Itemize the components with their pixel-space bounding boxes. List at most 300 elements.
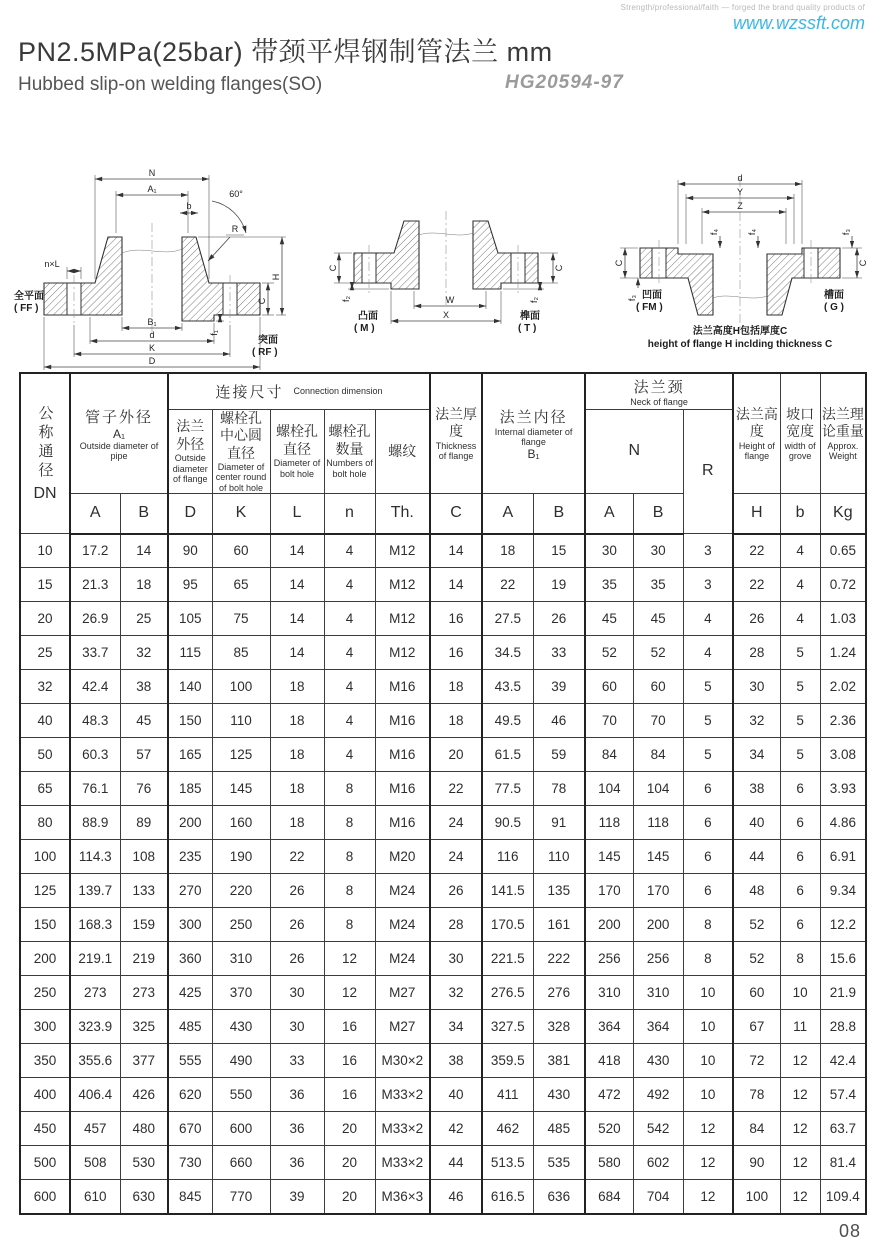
table-cell: 370 (212, 976, 270, 1010)
header-thread-cn: 螺纹 (388, 442, 417, 459)
face-label-t-en: ( T ) (518, 323, 537, 334)
table-cell: 10 (683, 1044, 733, 1078)
table-cell: 32 (430, 976, 482, 1010)
dim-label-f3-topright: f₃ (841, 228, 851, 236)
table-row (20, 738, 866, 772)
table-cell: 88.9 (70, 806, 120, 840)
table-cell: 16 (430, 636, 482, 670)
dim-label-c-right2: C (858, 259, 868, 267)
table-row (20, 976, 866, 1010)
table-cell: 492 (633, 1078, 683, 1112)
header-neck-cn: 法兰颈 (633, 378, 685, 396)
dim-label-d2: d (737, 173, 743, 183)
table-cell: M16 (375, 806, 430, 840)
table-cell: 118 (633, 806, 683, 840)
table-cell: 3 (683, 534, 733, 568)
table-cell: 30 (633, 534, 683, 568)
table-row (20, 602, 866, 636)
table-cell: 133 (120, 874, 168, 908)
header-letter-idB: B (533, 494, 585, 534)
table-cell: 115 (168, 636, 212, 670)
table-cell: 14 (270, 568, 324, 602)
table-cell: 46 (430, 1180, 482, 1214)
table-cell: 636 (533, 1180, 585, 1214)
table-cell: 400 (20, 1078, 70, 1112)
table-cell: 38 (733, 772, 780, 806)
header-thread (375, 409, 430, 494)
table-cell: 18 (270, 806, 324, 840)
table-cell: 18 (430, 704, 482, 738)
header-k-cn: 螺栓孔中心圆直径 (220, 409, 262, 461)
table-cell: 457 (70, 1112, 120, 1146)
table-cell: 8 (324, 840, 375, 874)
table-cell: 52 (733, 942, 780, 976)
table-cell: 30 (270, 1010, 324, 1044)
table-cell: 490 (212, 1044, 270, 1078)
table-cell: 6 (683, 806, 733, 840)
header-thickness-cn: 法兰厚度 (435, 405, 478, 440)
table-cell: 250 (20, 976, 70, 1010)
dim-label-nxL: n×L (44, 259, 60, 269)
table-row (20, 670, 866, 704)
table-cell: 508 (70, 1146, 120, 1180)
diagram-caption-cn: 法兰高度H包括厚度C (692, 326, 788, 337)
table-cell: 44 (733, 840, 780, 874)
table-cell: 845 (168, 1180, 212, 1214)
table-cell: 20 (20, 602, 70, 636)
table-cell: 35 (633, 568, 683, 602)
table-cell: 730 (168, 1146, 212, 1180)
table-cell: 30 (733, 670, 780, 704)
header-k-en: Diameter of center round of bolt hole (215, 462, 267, 493)
table-cell: 16 (324, 1078, 375, 1112)
table-row (20, 1010, 866, 1044)
table-cell: 6 (780, 840, 820, 874)
table-cell: 33 (533, 636, 585, 670)
table-cell: 42 (430, 1112, 482, 1146)
table-cell: 140 (168, 670, 212, 704)
table-cell: 5 (780, 636, 820, 670)
table-row (20, 1078, 866, 1112)
table-cell: 328 (533, 1010, 585, 1044)
table-cell: M24 (375, 942, 430, 976)
table-cell: 45 (120, 704, 168, 738)
table-cell: 32 (733, 704, 780, 738)
table-cell: 5 (683, 738, 733, 772)
table-cell: M24 (375, 908, 430, 942)
table-cell: M16 (375, 704, 430, 738)
table-cell: 426 (120, 1078, 168, 1112)
table-cell: 60 (212, 534, 270, 568)
table-row (20, 1146, 866, 1180)
table-cell: 485 (533, 1112, 585, 1146)
website-url: www.wzssft.com (732, 13, 865, 33)
dim-label-D: D (148, 356, 156, 366)
table-cell: 4 (324, 670, 375, 704)
table-cell: 170.5 (482, 908, 533, 942)
table-cell: 256 (585, 942, 633, 976)
table-cell: 24 (430, 840, 482, 874)
header-flange-od (168, 409, 212, 494)
diagram-caption-en: height of flange H inclding thickness C (647, 339, 833, 350)
dim-label-B1: B₁ (147, 317, 157, 327)
table-cell: 32 (120, 636, 168, 670)
table-cell: 0.65 (820, 534, 866, 568)
header-letter-B: B (120, 494, 168, 534)
table-cell: 250 (212, 908, 270, 942)
table-cell: 40 (733, 806, 780, 840)
dim-label-N: N (148, 168, 156, 178)
table-cell: 600 (212, 1112, 270, 1146)
header-bolt-circle (212, 409, 270, 494)
dim-label-f2-left: f₂ (341, 296, 351, 302)
table-cell: 12 (683, 1146, 733, 1180)
table-cell: 8 (683, 942, 733, 976)
table-cell: 52 (633, 636, 683, 670)
table-cell: M12 (375, 636, 430, 670)
header-neck (585, 373, 733, 409)
table-cell: 530 (120, 1146, 168, 1180)
table-row (20, 568, 866, 602)
table-cell: 480 (120, 1112, 168, 1146)
header-groove (780, 373, 820, 494)
table-cell: 355.6 (70, 1044, 120, 1078)
table-cell: 70 (585, 704, 633, 738)
table-cell: 6 (780, 874, 820, 908)
table-cell: 4.86 (820, 806, 866, 840)
header-letter-L: L (270, 494, 324, 534)
dim-label-A1: A₁ (147, 184, 157, 194)
flange-diagram-m-t (296, 193, 591, 350)
table-cell: 327.5 (482, 1010, 533, 1044)
header-letter-A: A (70, 494, 120, 534)
table-cell: 61.5 (482, 738, 533, 772)
table-cell: 276.5 (482, 976, 533, 1010)
table-cell: 36 (270, 1146, 324, 1180)
table-cell: M33×2 (375, 1078, 430, 1112)
table-cell: 14 (120, 534, 168, 568)
table-cell: 6 (683, 840, 733, 874)
header-neck-n (585, 409, 683, 494)
table-cell: 200 (20, 942, 70, 976)
table-cell: 26 (270, 874, 324, 908)
table-cell: 114.3 (70, 840, 120, 874)
dim-label-K: K (148, 343, 156, 353)
table-cell: 20 (324, 1180, 375, 1214)
table-cell: 4 (324, 704, 375, 738)
table-cell: 450 (20, 1112, 70, 1146)
table-cell: 49.5 (482, 704, 533, 738)
table-cell: 9.34 (820, 874, 866, 908)
table-cell: 8 (324, 908, 375, 942)
table-cell: M16 (375, 738, 430, 772)
table-cell: 57 (120, 738, 168, 772)
table-cell: 109.4 (820, 1180, 866, 1214)
table-cell: 100 (20, 840, 70, 874)
table-cell: 273 (70, 976, 120, 1010)
table-cell: 26 (430, 874, 482, 908)
header-conn-cn: 连接尺寸 (215, 383, 284, 401)
table-cell: 273 (120, 976, 168, 1010)
table-cell: 19 (533, 568, 585, 602)
table-cell: 12 (683, 1180, 733, 1214)
spec-table (19, 372, 867, 1215)
face-label-m-cn: 凸面 (358, 311, 378, 322)
table-cell: 48.3 (70, 704, 120, 738)
table-cell: 81.4 (820, 1146, 866, 1180)
table-cell: 52 (733, 908, 780, 942)
table-cell: 45 (633, 602, 683, 636)
spec-table-body (20, 534, 866, 1214)
table-cell: 24 (430, 806, 482, 840)
header-letter-D: D (168, 494, 212, 534)
table-row (20, 1112, 866, 1146)
table-cell: 18 (270, 704, 324, 738)
table-cell: 52 (585, 636, 633, 670)
table-cell: 364 (633, 1010, 683, 1044)
table-cell: 27.5 (482, 602, 533, 636)
header-pipe-en: Outside diameter of pipe (79, 440, 159, 462)
table-cell: 84 (633, 738, 683, 772)
table-cell: 1.03 (820, 602, 866, 636)
table-cell: 325 (120, 1010, 168, 1044)
table-cell: 5 (780, 738, 820, 772)
table-cell: 48 (733, 874, 780, 908)
table-cell: 22 (733, 534, 780, 568)
table-cell: 16 (430, 602, 482, 636)
table-row (20, 874, 866, 908)
table-cell: 200 (633, 908, 683, 942)
table-cell: 770 (212, 1180, 270, 1214)
dim-label-f2-right: f₂ (529, 297, 539, 303)
table-cell: 2.36 (820, 704, 866, 738)
table-row (20, 1180, 866, 1214)
table-cell: 36 (270, 1078, 324, 1112)
table-cell: 145 (633, 840, 683, 874)
table-cell: 12.2 (820, 908, 866, 942)
table-cell: 33 (270, 1044, 324, 1078)
table-cell: 161 (533, 908, 585, 942)
table-cell: 381 (533, 1044, 585, 1078)
table-cell: M12 (375, 534, 430, 568)
table-cell: M24 (375, 874, 430, 908)
table-cell: 150 (168, 704, 212, 738)
header-letter-b: b (780, 494, 820, 534)
dim-label-angle: 60° (229, 189, 243, 199)
table-cell: 310 (585, 976, 633, 1010)
table-cell: 8 (324, 874, 375, 908)
header-l-en: Diameter of bolt hole (273, 458, 321, 479)
table-cell: 4 (780, 534, 820, 568)
header-pipe-od (70, 373, 168, 494)
table-cell: 35 (585, 568, 633, 602)
table-cell: 364 (585, 1010, 633, 1044)
table-cell: 6 (780, 772, 820, 806)
table-cell: 18 (270, 670, 324, 704)
table-row (20, 840, 866, 874)
flange-diagram-fm-g (590, 170, 880, 357)
table-cell: 28 (430, 908, 482, 942)
table-cell: 270 (168, 874, 212, 908)
table-cell: 38 (120, 670, 168, 704)
table-cell: M16 (375, 772, 430, 806)
table-cell: 190 (212, 840, 270, 874)
table-cell: 600 (20, 1180, 70, 1214)
header-weight-en: Approx. Weight (827, 440, 859, 462)
table-cell: 108 (120, 840, 168, 874)
dim-label-d: d (149, 330, 155, 340)
table-cell: 26.9 (70, 602, 120, 636)
table-cell: 10 (683, 1078, 733, 1112)
table-row (20, 806, 866, 840)
table-cell: 104 (585, 772, 633, 806)
dim-label-c-left: C (328, 264, 338, 272)
face-label-fm-en: ( FM ) (636, 302, 663, 313)
table-cell: 10 (20, 534, 70, 568)
table-cell: 168.3 (70, 908, 120, 942)
table-cell: 550 (212, 1078, 270, 1112)
table-cell: 17.2 (70, 534, 120, 568)
table-cell: 310 (212, 942, 270, 976)
table-cell: 8 (780, 942, 820, 976)
table-cell: M16 (375, 670, 430, 704)
header-weight-cn: 法兰理论重量 (821, 405, 864, 440)
table-cell: 22 (430, 772, 482, 806)
table-cell: 630 (120, 1180, 168, 1214)
table-cell: 34 (430, 1010, 482, 1044)
table-cell: 14 (430, 568, 482, 602)
table-cell: 78 (533, 772, 585, 806)
table-cell: 10 (780, 976, 820, 1010)
header-fod-cn: 法兰外径 (176, 418, 205, 452)
table-cell: 430 (533, 1078, 585, 1112)
table-cell: 141.5 (482, 874, 533, 908)
table-cell: 310 (633, 976, 683, 1010)
table-cell: 67 (733, 1010, 780, 1044)
header-bolt-hole-dia (270, 409, 324, 494)
face-label-rf-cn: 突面 (258, 335, 278, 346)
table-cell: 91 (533, 806, 585, 840)
table-cell: 84 (585, 738, 633, 772)
header-height-cn: 法兰高度 (735, 405, 778, 440)
table-cell: 43.5 (482, 670, 533, 704)
table-cell: 110 (533, 840, 585, 874)
table-cell: 12 (780, 1146, 820, 1180)
face-label-ff-cn: 全平面 (14, 291, 44, 302)
page-title: PN2.5MPa(25bar) 带颈平焊钢制管法兰 mm (18, 37, 553, 67)
table-cell: 72 (733, 1044, 780, 1078)
table-cell: 25 (120, 602, 168, 636)
dim-label-R: R (231, 224, 239, 234)
table-cell: 84 (733, 1112, 780, 1146)
table-cell: 20 (324, 1146, 375, 1180)
table-cell: 3 (683, 568, 733, 602)
table-cell: 5 (683, 704, 733, 738)
header-pipe-sub: A₁ (112, 426, 126, 441)
header-letter-neckB: B (633, 494, 683, 534)
dim-label-H: H (271, 273, 281, 281)
table-cell: 57.4 (820, 1078, 866, 1112)
table-cell: M27 (375, 1010, 430, 1044)
table-cell: 6 (780, 806, 820, 840)
table-cell: 150 (20, 908, 70, 942)
table-cell: 377 (120, 1044, 168, 1078)
table-cell: 300 (20, 1010, 70, 1044)
header-letter-neckA: A (585, 494, 633, 534)
table-cell: 620 (168, 1078, 212, 1112)
table-cell: 65 (212, 568, 270, 602)
table-cell: 78 (733, 1078, 780, 1112)
table-cell: 95 (168, 568, 212, 602)
table-cell: 300 (168, 908, 212, 942)
table-cell: 40 (20, 704, 70, 738)
table-cell: 18 (482, 534, 533, 568)
table-cell: 65 (20, 772, 70, 806)
face-label-g-en: ( G ) (824, 302, 844, 313)
table-cell: M20 (375, 840, 430, 874)
table-cell: 10 (683, 1010, 733, 1044)
table-cell: 76 (120, 772, 168, 806)
table-cell: 360 (168, 942, 212, 976)
table-cell: 116 (482, 840, 533, 874)
table-cell: 125 (20, 874, 70, 908)
table-cell: 42.4 (820, 1044, 866, 1078)
header-thickness-en: Thickness of flange (435, 440, 477, 462)
table-cell: 15.6 (820, 942, 866, 976)
table-cell: 219.1 (70, 942, 120, 976)
table-cell: 22 (482, 568, 533, 602)
table-cell: 22 (733, 568, 780, 602)
table-cell: 185 (168, 772, 212, 806)
table-cell: 42.4 (70, 670, 120, 704)
header-dn-code: DN (33, 484, 57, 502)
table-cell: 89 (120, 806, 168, 840)
table-cell: 100 (733, 1180, 780, 1214)
table-cell: 165 (168, 738, 212, 772)
header-flange-id (482, 373, 585, 494)
table-cell: 359.5 (482, 1044, 533, 1078)
table-cell: M33×2 (375, 1146, 430, 1180)
table-cell: 6 (683, 874, 733, 908)
table-cell: 220 (212, 874, 270, 908)
face-label-t-cn: 榫面 (520, 311, 540, 322)
table-cell: 45 (585, 602, 633, 636)
table-cell: 520 (585, 1112, 633, 1146)
table-cell: 219 (120, 942, 168, 976)
table-cell: 513.5 (482, 1146, 533, 1180)
table-cell: 20 (430, 738, 482, 772)
dim-label-W: W (445, 295, 455, 305)
header-height-en: Height of flange (738, 440, 775, 462)
table-cell: 660 (212, 1146, 270, 1180)
table-cell: 90.5 (482, 806, 533, 840)
table-cell: 145 (212, 772, 270, 806)
table-cell: 26 (270, 942, 324, 976)
table-cell: 26 (733, 602, 780, 636)
table-cell: 12 (324, 942, 375, 976)
table-cell: 36 (270, 1112, 324, 1146)
table-cell: 11 (780, 1010, 820, 1044)
table-cell: 535 (533, 1146, 585, 1180)
header-height (733, 373, 780, 494)
table-cell: 616.5 (482, 1180, 533, 1214)
table-cell: 6.91 (820, 840, 866, 874)
table-cell: 15 (533, 534, 585, 568)
table-cell: 59 (533, 738, 585, 772)
table-cell: M27 (375, 976, 430, 1010)
header-dn-cn: 公称通径 (36, 404, 54, 481)
table-cell: 105 (168, 602, 212, 636)
